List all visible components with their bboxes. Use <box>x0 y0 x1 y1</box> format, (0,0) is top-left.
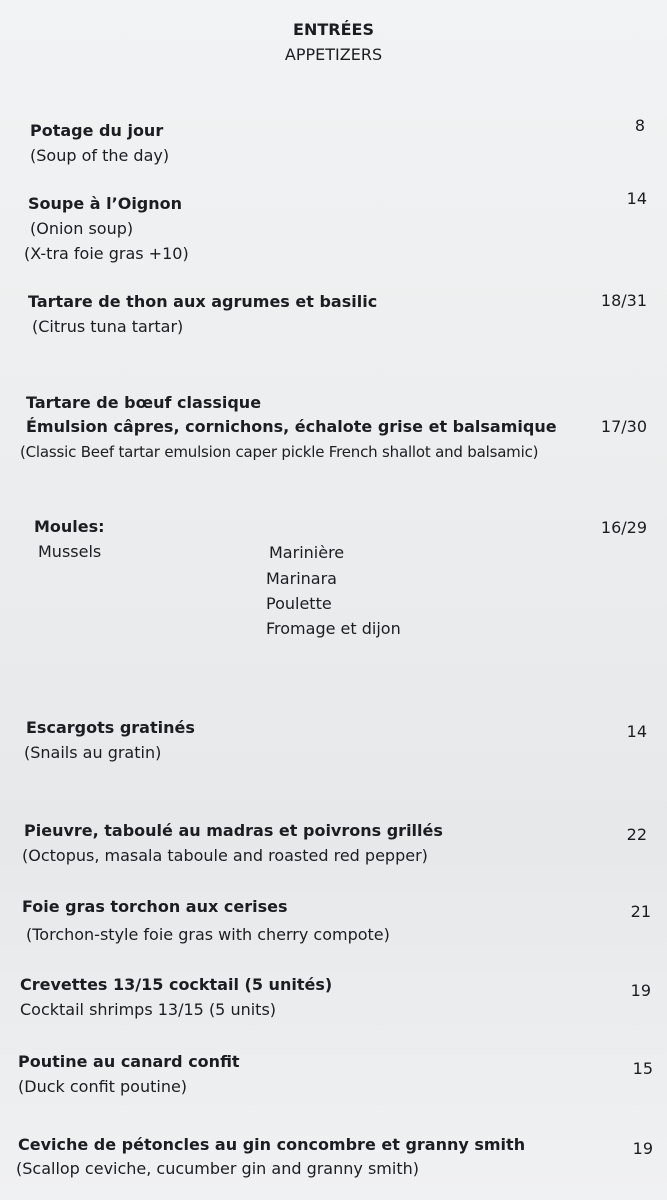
item-price: 8 <box>634 116 645 135</box>
item-name: Ceviche de pétoncles au gin concombre et granny smith <box>18 1135 526 1154</box>
item-price: 14 <box>626 189 647 208</box>
item-description: Cocktail shrimps 13/15 (5 units) <box>20 1000 277 1019</box>
section-title: ENTRÉES <box>293 20 374 39</box>
item-description: (Octopus, masala taboule and roasted red pepper) <box>22 846 428 865</box>
item-description: (Scallop ceviche, cucumber gin and granny smith) <box>16 1159 419 1178</box>
item-price: 17/30 <box>600 417 647 436</box>
item-description: (Citrus tuna tartar) <box>32 317 184 336</box>
item-name: Crevettes 13/15 cocktail (5 unités) <box>20 975 333 994</box>
section-subtitle: APPETIZERS <box>284 45 383 64</box>
item-name: Soupe à l’Oignon <box>28 194 183 213</box>
item-name-line2: Émulsion câpres, cornichons, échalote grise et balsamique <box>26 417 557 436</box>
item-name: Foie gras torchon aux cerises <box>22 897 288 916</box>
item-price: 18/31 <box>600 291 647 310</box>
item-description: (X-tra foie gras +10) <box>24 244 189 263</box>
item-price: 19 <box>632 1139 653 1158</box>
item-price: 16/29 <box>600 518 647 537</box>
item-name: Potage du jour <box>30 121 164 140</box>
item-description: (Classic Beef tartar emulsion caper pickle French shallot and balsamic) <box>20 443 539 461</box>
item-name: Escargots gratinés <box>26 718 195 737</box>
item-name: Tartare de thon aux agrumes et basilic <box>28 292 378 311</box>
item-description: (Soup of the day) <box>30 146 170 165</box>
item-name: Pieuvre, taboulé au madras et poivrons grillés <box>24 821 443 840</box>
item-name: Poutine au canard confit <box>18 1052 240 1071</box>
item-name: Tartare de bœuf classique <box>26 393 262 412</box>
item-price: 19 <box>630 981 651 1000</box>
mussels-option: Poulette <box>266 594 332 613</box>
item-description: (Onion soup) <box>30 219 134 238</box>
item-price: 22 <box>626 825 647 844</box>
mussels-option: Fromage et dijon <box>266 619 401 638</box>
item-name: Moules: <box>34 517 105 536</box>
item-price: 14 <box>626 722 647 741</box>
item-price: 21 <box>630 902 651 921</box>
item-price: 15 <box>632 1059 653 1078</box>
mussels-option: Marinière <box>269 543 345 562</box>
item-description: (Torchon-style foie gras with cherry compote) <box>26 925 390 944</box>
item-description: Mussels <box>38 542 102 561</box>
item-description: (Duck confit poutine) <box>18 1077 188 1096</box>
item-description: (Snails au gratin) <box>24 743 162 762</box>
mussels-option: Marinara <box>266 569 337 588</box>
